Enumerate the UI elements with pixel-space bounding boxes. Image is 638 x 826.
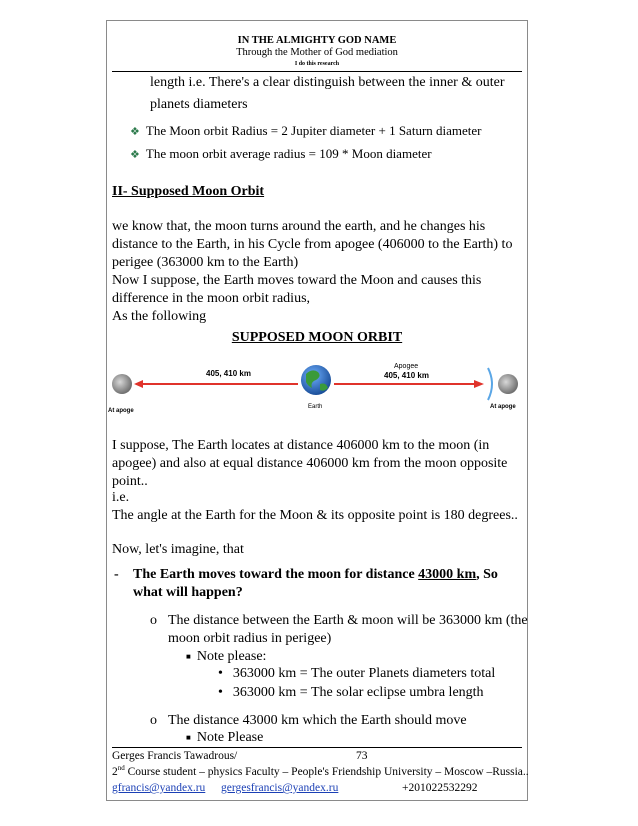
angle-line: The angle at the Earth for the Moon & its opposite point is 180 degrees.. <box>112 508 518 523</box>
question-distance: 43000 km <box>418 567 477 582</box>
note-text: Note Please <box>196 730 264 745</box>
dot-text: 363000 km = The solar eclipse umbra length <box>232 685 484 700</box>
para-line: As the following <box>112 309 207 324</box>
right-moon-label: At apoge <box>490 404 516 410</box>
left-moon-label: At apoge <box>108 408 134 414</box>
dot-item <box>218 684 484 702</box>
course-ordinal-suffix: nd <box>117 764 125 773</box>
note-item <box>186 729 263 748</box>
sub-line: moon orbit radius in perigee) <box>168 631 332 646</box>
header-title: IN THE ALMIGHTY GOD NAME <box>237 35 397 46</box>
moon-orbit-figure <box>106 356 528 426</box>
sub-marker: o <box>150 713 157 728</box>
email-link-1[interactable]: gfrancis@yandex.ru <box>112 782 206 794</box>
intro-line-1: length i.e. There's a clear distinguish between the inner & outer <box>150 75 505 90</box>
question-text: The Earth moves toward the moon for distance <box>133 567 419 582</box>
earth-label: Earth <box>308 404 323 410</box>
bullet-item <box>130 145 432 164</box>
para-line: we know that, the moon turns around the earth, and he changes his <box>112 219 486 234</box>
orbit-arc <box>488 368 492 400</box>
left-distance-label: 405, 410 km <box>206 369 251 378</box>
intro-line-2: planets diameters <box>150 97 248 112</box>
left-arrowhead <box>134 380 143 388</box>
square-bullet-icon: ■ <box>186 652 191 661</box>
footer-author: Gerges Francis Tawadrous/ <box>112 750 238 762</box>
para-line: perigee (363000 km to the Earth) <box>112 255 299 270</box>
left-moon-icon <box>112 374 132 394</box>
diamond-bullet-icon: ❖ <box>130 149 140 161</box>
square-bullet-icon: ■ <box>186 733 191 742</box>
dot-bullet-icon: • <box>218 666 223 681</box>
right-moon-icon <box>498 374 518 394</box>
figure-title: SUPPOSED MOON ORBIT <box>231 330 403 345</box>
sub-line: The distance 43000 km which the Earth should move <box>168 713 467 728</box>
apogee-label: Apogee <box>394 363 419 370</box>
dot-bullet-icon: • <box>218 685 223 700</box>
dot-item <box>218 665 495 683</box>
header-note: I do this research <box>294 61 340 67</box>
ie-line: i.e. <box>112 490 130 505</box>
email-link-2[interactable]: gergesfrancis@yandex.ru <box>221 782 339 794</box>
note-text: Note please: <box>196 649 267 664</box>
para-line: Now I suppose, the Earth moves toward the Moon and causes this <box>112 273 482 288</box>
footer-page-number: 73 <box>356 750 368 762</box>
body-line: apogee) and also at equal distance 406000 km from the moon opposite <box>112 456 508 471</box>
right-arrowhead <box>474 380 484 388</box>
right-distance-label: 405, 410 km <box>384 371 429 380</box>
header-subtitle: Through the Mother of God mediation <box>236 47 398 58</box>
dot-text: 363000 km = The outer Planets diameters total <box>232 666 496 681</box>
body-line: I suppose, The Earth locates at distance 406000 km to the moon (in <box>112 438 490 453</box>
section-heading: II- Supposed Moon Orbit <box>112 184 265 199</box>
course-ordinal: 2 <box>112 766 118 778</box>
body-line: point.. <box>112 474 148 489</box>
course-text: Course student – physics Faculty – People's Friendship University – Moscow –Russia.. <box>124 766 529 778</box>
bullet-item <box>130 122 482 141</box>
footer-course <box>112 766 529 778</box>
footer-phone: +201022532292 <box>402 782 478 794</box>
question-line-2: what will happen? <box>133 585 243 600</box>
question-line-1 <box>133 566 498 584</box>
para-line: difference in the moon orbit radius, <box>112 291 311 306</box>
question-text-end: , So <box>476 567 498 582</box>
sub-marker: o <box>150 613 157 628</box>
para-line: distance to the Earth, in his Cycle from apogee (406000 to the Earth) to <box>112 237 513 252</box>
imagine-line: Now, let's imagine, that <box>112 542 244 557</box>
bullet-text: The Moon orbit Radius = 2 Jupiter diameter + 1 Saturn diameter <box>145 123 482 138</box>
diamond-bullet-icon: ❖ <box>130 126 140 138</box>
dash-marker: - <box>114 567 119 582</box>
footer-rule <box>112 747 522 748</box>
header-rule <box>112 71 522 72</box>
bullet-text: The moon orbit average radius = 109 * Moon diameter <box>145 146 432 161</box>
sub-line: The distance between the Earth & moon will be 363000 km (the <box>168 613 528 628</box>
